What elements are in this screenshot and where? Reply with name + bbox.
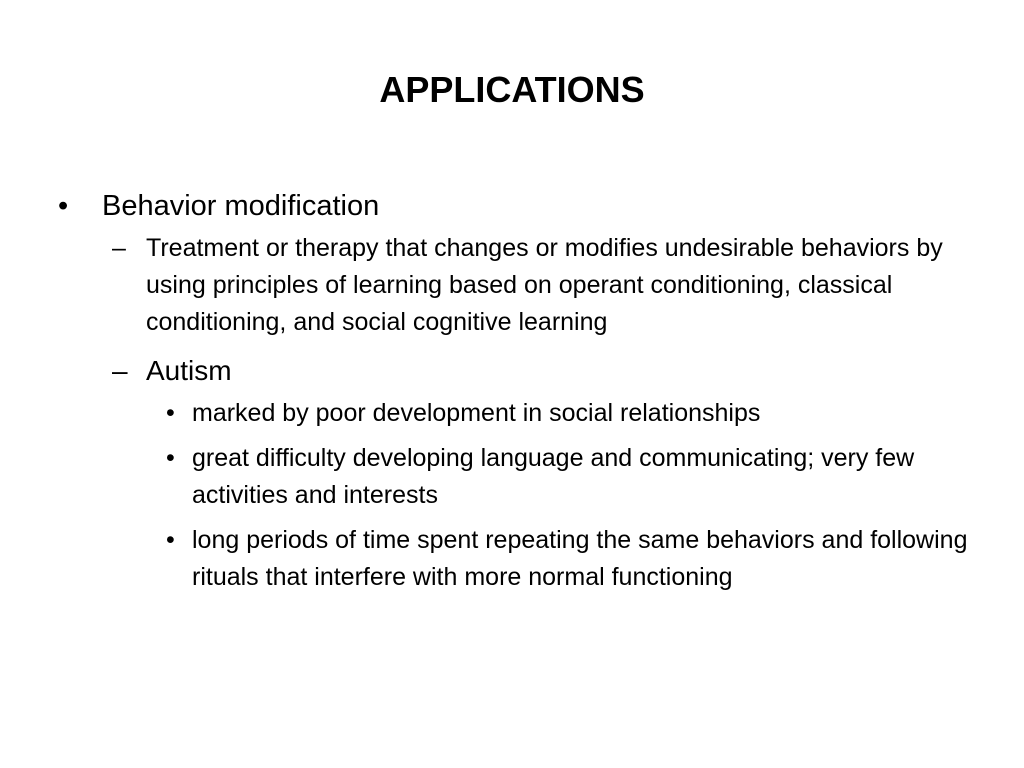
sub-bullet-autism [102, 351, 968, 391]
autism-point-repetition [146, 522, 968, 596]
bullet-marker: • [58, 190, 69, 222]
dash-marker: – [112, 355, 128, 386]
bullet-marker: • [166, 444, 175, 472]
bullet-behavior-modification [58, 186, 968, 226]
slide-title: APPLICATIONS [379, 69, 645, 110]
bullet-marker: • [166, 399, 175, 427]
bullet-text: Behavior modification [102, 190, 380, 222]
slide-content [58, 186, 968, 596]
sub-bullet-text: Treatment or therapy that changes or modifies undesirable behaviors by using principles of learning based on operant conditioning, classical conditioning, and social cognitive learning [146, 234, 943, 336]
bullet-marker: • [166, 526, 175, 554]
autism-point-text: long periods of time spent repeating the same behaviors and following rituals that interfere with more normal functioning [192, 526, 968, 591]
autism-point-text: great difficulty developing language and communicating; very few activities and interests [192, 444, 915, 509]
dash-marker: – [112, 234, 126, 262]
autism-point-text: marked by poor development in social relationships [192, 399, 761, 427]
autism-point-language [146, 440, 968, 514]
sub-bullet-treatment [102, 230, 968, 341]
sub-bullet-text: Autism [146, 355, 232, 386]
autism-point-social [146, 395, 968, 432]
